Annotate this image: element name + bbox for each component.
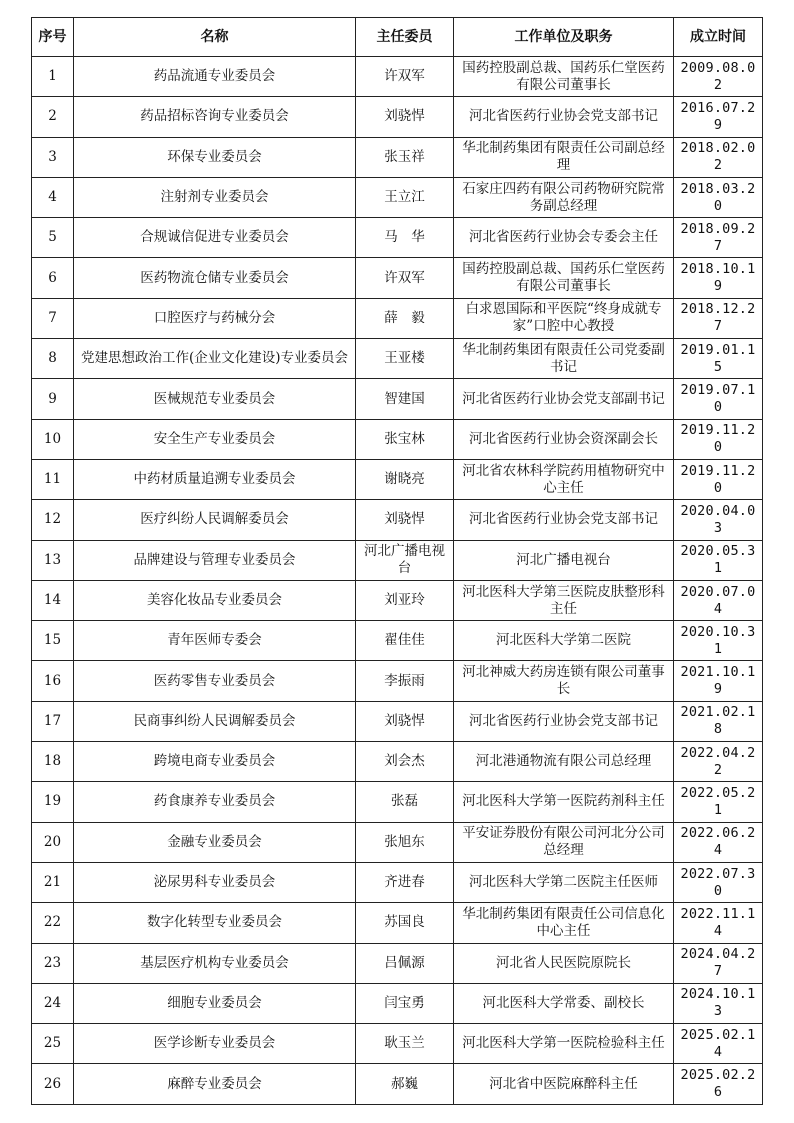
cell-serial-number: 2: [32, 97, 74, 137]
table-row: [32, 218, 763, 258]
cell-established-date: 2018.10.19: [674, 258, 763, 298]
cell-unit-position: 河北医科大学常委、副校长: [454, 983, 674, 1023]
cell-unit-position: 华北制药集团有限责任公司党委副书记: [454, 339, 674, 379]
cell-serial-number: 7: [32, 298, 74, 338]
cell-established-date: 2020.10.31: [674, 621, 763, 661]
cell-committee-name: 口腔医疗与药械分会: [74, 298, 356, 338]
cell-unit-position: 平安证券股份有限公司河北分公司总经理: [454, 822, 674, 862]
cell-chair: 智建国: [356, 379, 454, 419]
cell-serial-number: 9: [32, 379, 74, 419]
cell-established-date: 2021.10.19: [674, 661, 763, 701]
cell-established-date: 2016.07.29: [674, 97, 763, 137]
cell-committee-name: 安全生产专业委员会: [74, 419, 356, 459]
cell-committee-name: 细胞专业委员会: [74, 983, 356, 1023]
cell-chair: 张宝林: [356, 419, 454, 459]
cell-chair: 刘骁悍: [356, 500, 454, 540]
cell-unit-position: 河北省医药行业协会党支部副书记: [454, 379, 674, 419]
cell-committee-name: 医药物流仓储专业委员会: [74, 258, 356, 298]
table-row: [32, 298, 763, 338]
table-header-row: [32, 18, 763, 57]
cell-chair: 刘会杰: [356, 742, 454, 782]
cell-serial-number: 6: [32, 258, 74, 298]
cell-committee-name: 基层医疗机构专业委员会: [74, 943, 356, 983]
table-row: [32, 379, 763, 419]
table-row: [32, 822, 763, 862]
table-row: [32, 782, 763, 822]
cell-chair: 薛 毅: [356, 298, 454, 338]
table-row: [32, 459, 763, 499]
cell-serial-number: 26: [32, 1064, 74, 1104]
cell-established-date: 2022.04.22: [674, 742, 763, 782]
cell-committee-name: 青年医师专委会: [74, 621, 356, 661]
cell-serial-number: 20: [32, 822, 74, 862]
cell-established-date: 2022.07.30: [674, 862, 763, 902]
cell-established-date: 2024.10.13: [674, 983, 763, 1023]
table-row: [32, 258, 763, 298]
cell-committee-name: 泌尿男科专业委员会: [74, 862, 356, 902]
cell-established-date: 2022.05.21: [674, 782, 763, 822]
cell-chair: 张玉祥: [356, 137, 454, 177]
cell-committee-name: 医疗纠纷人民调解委员会: [74, 500, 356, 540]
cell-unit-position: 河北医科大学第一医院药剂科主任: [454, 782, 674, 822]
committee-table: [31, 17, 763, 1105]
cell-established-date: 2022.11.14: [674, 903, 763, 943]
cell-established-date: 2018.02.02: [674, 137, 763, 177]
cell-unit-position: 河北省农林科学院药用植物研究中心主任: [454, 459, 674, 499]
cell-chair: 王亚楼: [356, 339, 454, 379]
cell-serial-number: 14: [32, 580, 74, 620]
cell-chair: 李振雨: [356, 661, 454, 701]
cell-serial-number: 17: [32, 701, 74, 741]
header-established-date: 成立时间: [674, 18, 763, 57]
cell-serial-number: 24: [32, 983, 74, 1023]
cell-unit-position: 华北制药集团有限责任公司副总经理: [454, 137, 674, 177]
cell-unit-position: 河北医科大学第二医院: [454, 621, 674, 661]
cell-established-date: 2024.04.27: [674, 943, 763, 983]
cell-unit-position: 河北医科大学第三医院皮肤整形科主任: [454, 580, 674, 620]
table-body: [32, 57, 763, 1105]
cell-chair: 耿玉兰: [356, 1024, 454, 1064]
cell-committee-name: 金融专业委员会: [74, 822, 356, 862]
cell-serial-number: 16: [32, 661, 74, 701]
cell-established-date: 2019.11.20: [674, 459, 763, 499]
table-row: [32, 540, 763, 580]
cell-committee-name: 药品招标咨询专业委员会: [74, 97, 356, 137]
cell-serial-number: 5: [32, 218, 74, 258]
cell-chair: 王立江: [356, 177, 454, 217]
header-chair: 主任委员: [356, 18, 454, 57]
cell-serial-number: 19: [32, 782, 74, 822]
cell-committee-name: 环保专业委员会: [74, 137, 356, 177]
table-row: [32, 943, 763, 983]
cell-unit-position: 国药控股副总裁、国药乐仁堂医药有限公司董事长: [454, 258, 674, 298]
cell-established-date: 2020.04.03: [674, 500, 763, 540]
table-row: [32, 177, 763, 217]
cell-serial-number: 13: [32, 540, 74, 580]
cell-committee-name: 医学诊断专业委员会: [74, 1024, 356, 1064]
cell-committee-name: 党建思想政治工作(企业文化建设)专业委员会: [74, 339, 356, 379]
cell-established-date: 2019.07.10: [674, 379, 763, 419]
cell-chair: 郝巍: [356, 1064, 454, 1104]
cell-serial-number: 1: [32, 57, 74, 97]
cell-chair: 刘骁悍: [356, 701, 454, 741]
cell-serial-number: 18: [32, 742, 74, 782]
table-row: [32, 983, 763, 1023]
cell-established-date: 2019.01.15: [674, 339, 763, 379]
cell-committee-name: 数字化转型专业委员会: [74, 903, 356, 943]
table-row: [32, 1024, 763, 1064]
cell-committee-name: 医药零售专业委员会: [74, 661, 356, 701]
cell-committee-name: 跨境电商专业委员会: [74, 742, 356, 782]
cell-chair: 吕佩源: [356, 943, 454, 983]
table-row: [32, 580, 763, 620]
cell-unit-position: 国药控股副总裁、国药乐仁堂医药有限公司董事长: [454, 57, 674, 97]
cell-unit-position: 河北省医药行业协会资深副会长: [454, 419, 674, 459]
cell-serial-number: 8: [32, 339, 74, 379]
cell-unit-position: 河北省人民医院原院长: [454, 943, 674, 983]
cell-chair: 闫宝勇: [356, 983, 454, 1023]
cell-unit-position: 华北制药集团有限责任公司信息化中心主任: [454, 903, 674, 943]
cell-chair: 齐进春: [356, 862, 454, 902]
cell-unit-position: 河北医科大学第二医院主任医师: [454, 862, 674, 902]
cell-committee-name: 注射剂专业委员会: [74, 177, 356, 217]
header-serial-number: 序号: [32, 18, 74, 57]
cell-serial-number: 11: [32, 459, 74, 499]
cell-unit-position: 白求恩国际和平医院“终身成就专家”口腔中心教授: [454, 298, 674, 338]
cell-committee-name: 美容化妆品专业委员会: [74, 580, 356, 620]
cell-unit-position: 河北医科大学第一医院检验科主任: [454, 1024, 674, 1064]
table-row: [32, 661, 763, 701]
cell-unit-position: 河北省医药行业协会党支部书记: [454, 97, 674, 137]
header-name: 名称: [74, 18, 356, 57]
cell-unit-position: 河北省医药行业协会党支部书记: [454, 701, 674, 741]
cell-serial-number: 12: [32, 500, 74, 540]
cell-unit-position: 河北省医药行业协会专委会主任: [454, 218, 674, 258]
table-row: [32, 137, 763, 177]
cell-unit-position: 河北港通物流有限公司总经理: [454, 742, 674, 782]
cell-committee-name: 医械规范专业委员会: [74, 379, 356, 419]
table-row: [32, 862, 763, 902]
table-row: [32, 701, 763, 741]
cell-established-date: 2022.06.24: [674, 822, 763, 862]
cell-serial-number: 10: [32, 419, 74, 459]
cell-established-date: 2025.02.26: [674, 1064, 763, 1104]
cell-committee-name: 中药材质量追溯专业委员会: [74, 459, 356, 499]
table-row: [32, 339, 763, 379]
cell-committee-name: 药食康养专业委员会: [74, 782, 356, 822]
cell-established-date: 2009.08.02: [674, 57, 763, 97]
table-row: [32, 903, 763, 943]
cell-established-date: 2020.05.31: [674, 540, 763, 580]
cell-chair: 许双军: [356, 57, 454, 97]
cell-chair: 刘骁悍: [356, 97, 454, 137]
cell-chair: 马 华: [356, 218, 454, 258]
cell-committee-name: 药品流通专业委员会: [74, 57, 356, 97]
cell-unit-position: 河北省医药行业协会党支部书记: [454, 500, 674, 540]
cell-unit-position: 河北神威大药房连锁有限公司董事长: [454, 661, 674, 701]
cell-established-date: 2018.09.27: [674, 218, 763, 258]
cell-serial-number: 22: [32, 903, 74, 943]
cell-established-date: 2018.03.20: [674, 177, 763, 217]
table-row: [32, 621, 763, 661]
cell-serial-number: 15: [32, 621, 74, 661]
cell-unit-position: 河北省中医院麻醉科主任: [454, 1064, 674, 1104]
header-unit-position: 工作单位及职务: [454, 18, 674, 57]
table-row: [32, 57, 763, 97]
cell-committee-name: 民商事纠纷人民调解委员会: [74, 701, 356, 741]
table-row: [32, 1064, 763, 1104]
table-row: [32, 500, 763, 540]
cell-chair: 刘亚玲: [356, 580, 454, 620]
cell-serial-number: 3: [32, 137, 74, 177]
cell-serial-number: 25: [32, 1024, 74, 1064]
table-row: [32, 419, 763, 459]
cell-chair: 翟佳佳: [356, 621, 454, 661]
cell-committee-name: 合规诚信促进专业委员会: [74, 218, 356, 258]
cell-chair: 河北广播电视台: [356, 540, 454, 580]
cell-established-date: 2025.02.14: [674, 1024, 763, 1064]
cell-unit-position: 河北广播电视台: [454, 540, 674, 580]
cell-established-date: 2020.07.04: [674, 580, 763, 620]
cell-chair: 谢晓亮: [356, 459, 454, 499]
cell-established-date: 2019.11.20: [674, 419, 763, 459]
cell-established-date: 2018.12.27: [674, 298, 763, 338]
cell-chair: 张磊: [356, 782, 454, 822]
cell-chair: 许双军: [356, 258, 454, 298]
cell-unit-position: 石家庄四药有限公司药物研究院常务副总经理: [454, 177, 674, 217]
cell-chair: 张旭东: [356, 822, 454, 862]
cell-established-date: 2021.02.18: [674, 701, 763, 741]
cell-serial-number: 23: [32, 943, 74, 983]
cell-committee-name: 品牌建设与管理专业委员会: [74, 540, 356, 580]
cell-serial-number: 4: [32, 177, 74, 217]
table-row: [32, 97, 763, 137]
cell-serial-number: 21: [32, 862, 74, 902]
cell-committee-name: 麻醉专业委员会: [74, 1064, 356, 1104]
table-row: [32, 742, 763, 782]
cell-chair: 苏国良: [356, 903, 454, 943]
